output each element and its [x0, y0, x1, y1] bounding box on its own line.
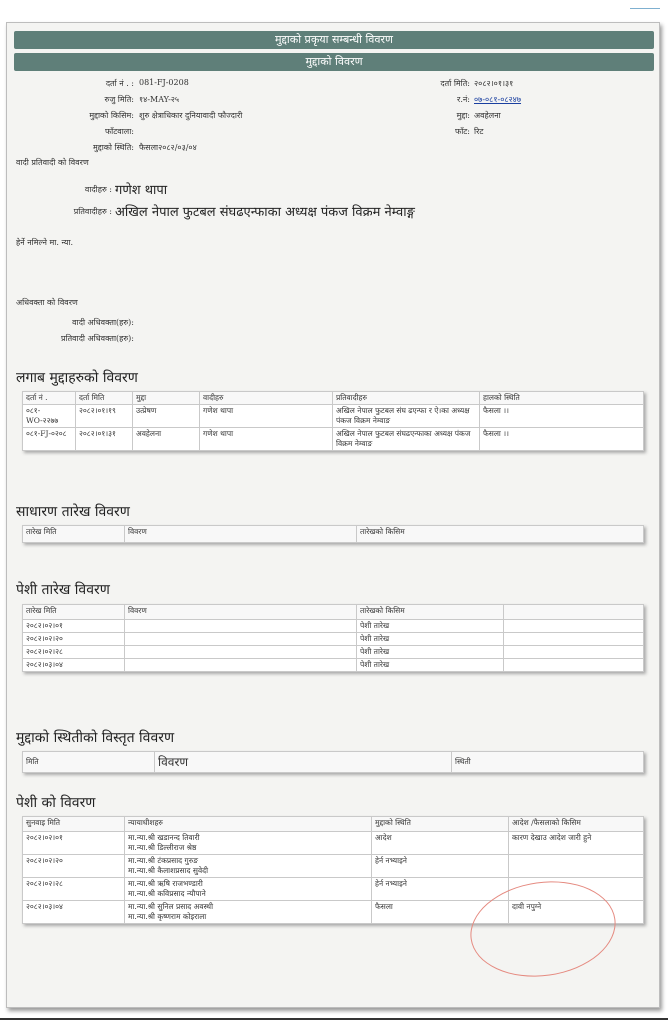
table-row[interactable] [23, 633, 644, 646]
cell: २०८२।०२।०१ [23, 832, 125, 855]
lawyers-heading: अधिवक्ता को विवरण [16, 298, 78, 307]
badi-label: वादीहरु : [84, 185, 112, 194]
rana-label: र.नं: [457, 95, 470, 104]
table-row[interactable] [23, 405, 644, 428]
table-row[interactable] [23, 620, 644, 633]
cell: कारण देखाउ आदेश जारी हुने [509, 832, 644, 855]
cell [504, 633, 644, 646]
cell: फैसला ।। [480, 428, 644, 451]
table-row[interactable] [23, 428, 644, 451]
linked-cases-table [22, 391, 644, 451]
sthiti-value: फैसला२०८२/०३/०४ [139, 143, 197, 152]
darta-miti-value: २०८२।०१।३१ [474, 79, 514, 88]
cell: ०८१-WO-२२७७ [23, 405, 76, 428]
cell-judges: मा.न्या.श्री सुनिल प्रसाद अवस्थी मा.न्या.श्री कृष्णराम कोइराला [125, 901, 372, 924]
kisim-label: मुद्दाको किसिम: [89, 111, 134, 120]
faatwala-label: फाँटवाला: [105, 127, 134, 136]
darta-miti-label: दर्ता मिति: [440, 79, 470, 88]
faat-value: रिट [474, 127, 484, 136]
sthiti-label: मुद्दाको स्थिति: [93, 143, 134, 152]
cell: २०८२।०२।२० [23, 855, 125, 878]
linked-cases-heading: लगाब मुद्दाहरुको विवरण [16, 370, 138, 386]
table-header-row [23, 817, 644, 832]
darta-no-value: 081-FJ-0208 [139, 78, 189, 87]
pratibadi-lawyer-label: प्रतिवादी अधिवक्ता(हरु): [60, 334, 134, 343]
peshi-heading: पेशी को विवरण [16, 795, 96, 811]
cell [504, 620, 644, 633]
col-vivaran: विवरण [125, 526, 357, 543]
table-row[interactable] [23, 855, 644, 878]
ruju-value: १४-MAY-२५ [139, 95, 180, 104]
col-extra [504, 605, 644, 620]
col-sthiti: स्थिती [452, 752, 644, 773]
cell: पेशी तारेख [357, 633, 504, 646]
cell: २०८२।०१।१९ [76, 405, 133, 428]
col-mudda-sthiti: मुद्दाको स्थिति [372, 817, 509, 832]
status-detail-heading: मुद्दाको स्थितीको विस्तृत विवरण [16, 730, 175, 746]
cell: २०८२।०२।२० [23, 633, 125, 646]
cell: २०८२।०३।०४ [23, 901, 125, 924]
col-judges: न्यायाधीशहरु [125, 817, 372, 832]
faat-label: फाँट: [455, 127, 470, 136]
mudda-label: मुद्दा: [456, 111, 470, 120]
col-mudda: मुद्दा [133, 392, 200, 405]
cell: उत्प्रेषण [133, 405, 200, 428]
col-aadesh-kisim: आदेश /फैसलाको किसिम [509, 817, 644, 832]
cell: २०८२।०१।३१ [76, 428, 133, 451]
cell: फैसला [372, 901, 509, 924]
mudda-value: अवहेलना [474, 111, 501, 120]
herne-note: हेर्ने नमिल्ने मा. न्या. [16, 238, 74, 247]
col-tarekh-miti: तारेख मिति [23, 526, 125, 543]
cell: २०८२।०२।२८ [23, 646, 125, 659]
case-title-bar: मुद्दाको विवरण [14, 53, 654, 71]
col-tarekh-miti: तारेख मिति [23, 605, 125, 620]
cell [125, 659, 357, 672]
rana-link[interactable]: ०७-०८१-०८२४७ [474, 95, 522, 104]
col-miti: मिति [23, 752, 155, 773]
cell [504, 659, 644, 672]
bottom-divider [0, 1018, 668, 1020]
col-vivaran: विवरण [125, 605, 357, 620]
col-tarekh-kisim: तारेखको किसिम [357, 605, 504, 620]
parties-heading: वादी प्रतिवादी को विवरण [16, 158, 89, 167]
cell: फैसला ।। [480, 405, 644, 428]
general-dates-table [22, 525, 644, 543]
table-header-row [23, 392, 644, 405]
general-dates-heading: साधारण तारेख विवरण [16, 504, 130, 520]
cell: पेशी तारेख [357, 620, 504, 633]
table-header-row [23, 752, 644, 773]
peshi-dates-heading: पेशी तारेख विवरण [16, 582, 110, 598]
col-pratibadi: प्रतिवादीहरु [333, 392, 480, 405]
kisim-value: शुरु क्षेत्राधिकार दुनियावादी फौज्दारी [139, 111, 243, 120]
cell: दावी नपुग्ने [509, 901, 644, 924]
cell-judges: मा.न्या.श्री टंकप्रसाद गुरुङ मा.न्या.श्री कैलाशप्रसाद सुवेदी [125, 855, 372, 878]
col-tarekh-kisim: तारेखको किसिम [357, 526, 644, 543]
cell-judges: मा.न्या.श्री खडानन्द तिवारी मा.न्या.श्री डिल्लीराज श्रेष्ठ [125, 832, 372, 855]
cell: पेशी तारेख [357, 659, 504, 672]
table-row[interactable] [23, 659, 644, 672]
table-row[interactable] [23, 832, 644, 855]
table-row[interactable] [23, 646, 644, 659]
col-darta-no: दर्ता नं . [23, 392, 76, 405]
cell: पेशी तारेख [357, 646, 504, 659]
cell: २०८२।०२।०१ [23, 620, 125, 633]
cell: हेर्न नभ्याइने [372, 855, 509, 878]
pratibadi-label: प्रतिवादीहरु : [73, 207, 112, 216]
badi-value: गणेश थापा [115, 183, 168, 198]
cell [509, 855, 644, 878]
col-vivaran: विवरण [155, 752, 452, 773]
cell [504, 646, 644, 659]
cell: हेर्न नभ्याइने [372, 878, 509, 901]
process-title-bar: मुद्दाको प्रकृया सम्बन्धी विवरण [14, 31, 654, 49]
darta-no-label: दर्ता नं . : [105, 79, 134, 88]
cell: गणेश थापा [200, 428, 333, 451]
col-darta-miti: दर्ता मिति [76, 392, 133, 405]
table-header-row [23, 526, 644, 543]
cell [125, 620, 357, 633]
pratibadi-value: अखिल नेपाल फुटबल संघढएन्फाका अध्यक्ष पंकज विक्रम नेम्वाङ्ग [115, 205, 415, 220]
cell: गणेश थापा [200, 405, 333, 428]
table-header-row [23, 605, 644, 620]
top-divider [630, 8, 660, 9]
cell: अखिल नेपाल फुटबल संघढएन्फाका अध्यक्ष पंकज विक्रम नेम्वाङ [333, 428, 480, 451]
cell [125, 646, 357, 659]
ruju-label: रुजु मिति: [104, 95, 134, 104]
cell: आदेश [372, 832, 509, 855]
cell: २०८२।०३।०४ [23, 659, 125, 672]
cell [125, 633, 357, 646]
cell: अखिल नेपाल फुटबल संघ ढएन्फा र ऐ।का अध्यक्ष पंकज विक्रम नेम्वाङ [333, 405, 480, 428]
cell: अवहेलना [133, 428, 200, 451]
col-badi: वादीहरु [200, 392, 333, 405]
col-sunuwai-miti: सुनवाइ मिति [23, 817, 125, 832]
cell: २०८२।०२।२८ [23, 878, 125, 901]
cell: ०८१-FJ-०२०८ [23, 428, 76, 451]
peshi-dates-table [22, 604, 644, 672]
col-status: हालको स्थिति [480, 392, 644, 405]
cell-judges: मा.न्या.श्री ऋषि राजभण्डारी मा.न्या.श्री कविप्रसाद न्यौपाने [125, 878, 372, 901]
badi-lawyer-label: वादी अधिवक्ता(हरु): [72, 318, 134, 327]
status-detail-table [22, 751, 644, 773]
